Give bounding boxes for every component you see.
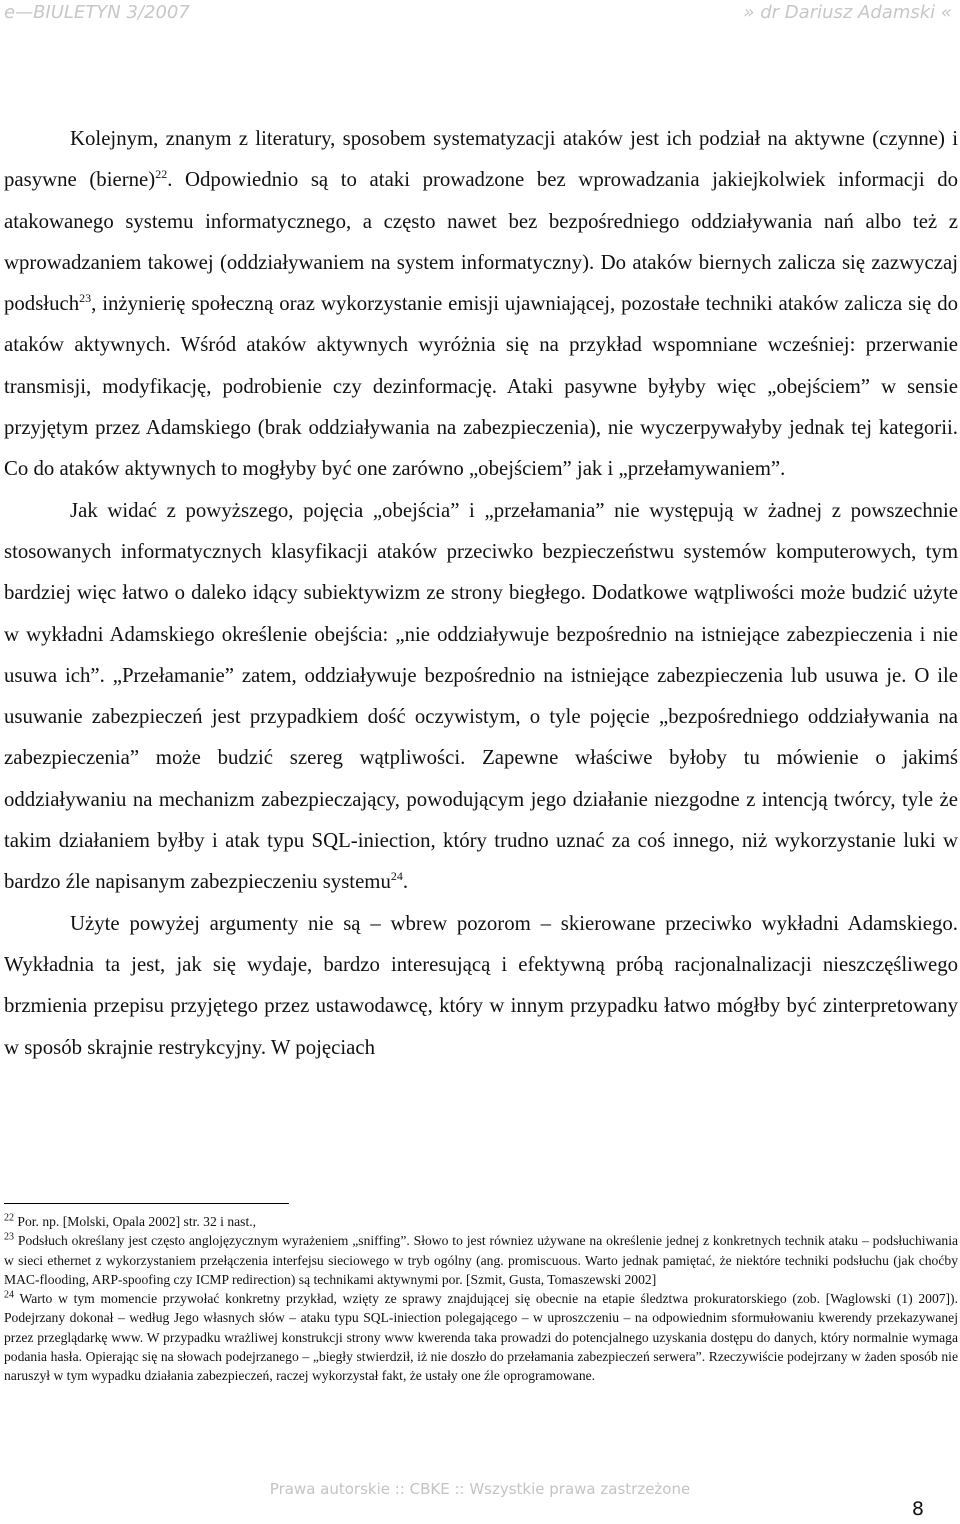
author-label: » dr Dariusz Adamski « <box>743 2 952 23</box>
footnote-text: Por. np. [Molski, Opala 2002] str. 32 i nast., <box>14 1214 257 1229</box>
footnote-divider <box>4 1203 289 1204</box>
paragraph-text: . Odpowiednio są to ataki prowadzone bez wprowadzania jakiejkolwiek informacji do atakowanego systemu informatycznego, a często nawet bez bezpośredniego oddziaływania nań albo też z wprowadzaniem takowej (oddziaływaniem na system informatyczny). Do ataków biernych zalicza się zazwyczaj podsłuch <box>4 168 959 316</box>
footnote <box>4 1212 958 1231</box>
paragraph-text: Jak widać z powyższego, pojęcia „obejścia” i „przełamania” nie występują w żadnej z powszechnie stosowanych informatycznych klasyfikacji ataków przeciwko bezpieczeństwu systemów komputerowych, tym bardziej więc łatwo o daleko idący subiektywizm ze strony biegłego. Dodatkowe wątpliwości może budzić użyte w wykładni Adamskiego określenie obejścia: „nie oddziaływuje bezpośrednio na istniejące zabezpieczenia i nie usuwa ich”. „Przełamanie” zatem, oddziaływuje bezpośrednio na istniejące zabezpieczenia lub usuwa je. O ile usuwanie zabezpieczeń jest przypadkiem dość oczywistym, o tyle pojęcie „bezpośredniego oddziaływania na zabezpieczenia” może budzić szereg wątpliwości. Zapewne właściwe byłoby tu mówienie o jakimś oddziaływaniu na mechanizm zabezpieczający, powodującym jego działanie niezgodne z intencją twórcy, tyle że takim działaniem byłby i atak typu SQL-iniection, który trudno uznać za coś innego, niż wykorzystanie luki w bardzo źle napisanym zabezpieczeniu systemu <box>4 498 958 894</box>
footnote-ref-23[interactable]: 23 <box>79 291 92 306</box>
paragraph <box>4 903 958 1068</box>
paragraph-text: Użyte powyżej argumenty nie są – wbrew pozorom – skierowane przeciwko wykładni Adamskiego. Wykładnia ta jest, jak się wydaje, bardzo interesującą i efektywną próbą racjonalnalizacji nieszczęśliwego brzmienia przepisu przyjętego przez ustawodawcę, który w innym przypadku łatwo mógłby być zinterpretowany w sposób skrajnie restrykcyjny. W pojęciach <box>4 911 958 1059</box>
paragraph <box>4 490 958 903</box>
footnotes <box>4 1212 958 1386</box>
footnote-text: Warto w tym momencie przywołać konkretny przykład, wzięty ze sprawy znajdującej się obecnie na etapie śledztwa prokuratorskiego (zob. [Waglowski (1) 2007]). Podejrzany dokonał – według Jego własnych słów – ataku typu SQL-iniection polegającego – w uproszczeniu – na odpowiednim sformułowaniu kwerendy przekazywanej przez przeglądarkę www. W przypadku wrażliwej konstrukcji strony www kwerenda taka prowadzi do potencjalnego uzyskania dostępu do danych, który normalnie wymaga podania hasła. Opierając się na słowach podejrzanego – „biegły stwierdził, iż nie doszło do przełamania zabezpieczeń serwera”. Rzeczywiście podejrzany w żaden sposób nie naruszył w tym wypadku działania zabezpieczeń, raczej wykorzystał fakt, że ustały one źle oprogramowane. <box>4 1291 958 1384</box>
footnote-text: Podsłuch określany jest często anglojęzycznym wyrażeniem „sniffing”. Słowo to jest równiez używane na określenie jednej z konkretnych technik ataku – podsłuchiwania w sieci ethernet z wykorzystaniem przełączenia interfejsu sieciowego w tryb ogólny (ang. promiscuous. Warto jednak pamiętać, że niektóre techniki podsłuchu (jak choćby MAC-flooding, ARP-spoofing czy ICMP redirection) są technikami aktywnymi por. [Szmit, Gusta, Tomaszewski 2002] <box>4 1233 958 1287</box>
paragraph-text: , inżynierię społeczną oraz wykorzystanie emisji ujawniającej, pozostałe techniki ataków zalicza się do ataków aktywnych. Wśród ataków aktywnych wyróżnia się na przykład wspomniane wcześniej: przerwanie transmisji, modyfikację, podrobienie czy dezinformację. Ataki pasywne byłyby więc „obejściem” w sensie przyjętym przez Adamskiego (brak oddziaływania na zabezpieczenia), nie wyczerpywałyby jednak tej kategorii. Co do ataków aktywnych to mogłyby być one zarówno „obejściem” jak i „przełamywaniem”. <box>4 292 958 481</box>
article-body <box>4 118 958 1068</box>
footnote-number: 23 <box>4 1231 14 1243</box>
paragraph-text: . <box>402 870 409 894</box>
footnote <box>4 1289 958 1385</box>
copyright-notice: Prawa autorskie :: CBKE :: Wszystkie prawa zastrzeżone <box>269 1480 691 1498</box>
footnote-number: 24 <box>4 1289 14 1301</box>
paragraph-text: Kolejnym, znanym z literatury, sposobem systematyzacji ataków jest ich podział na aktywne (czynne) i pasywne (bierne) <box>4 127 958 192</box>
journal-issue-label: e—BIULETYN 3/2007 <box>4 2 190 23</box>
footnote-ref-22[interactable]: 22 <box>155 167 168 182</box>
page-header <box>0 0 960 28</box>
footnote <box>4 1231 958 1289</box>
page-number: 8 <box>911 1498 924 1520</box>
footnote-ref-24[interactable]: 24 <box>390 869 403 884</box>
footnote-number: 22 <box>4 1212 14 1224</box>
paragraph <box>4 118 958 490</box>
